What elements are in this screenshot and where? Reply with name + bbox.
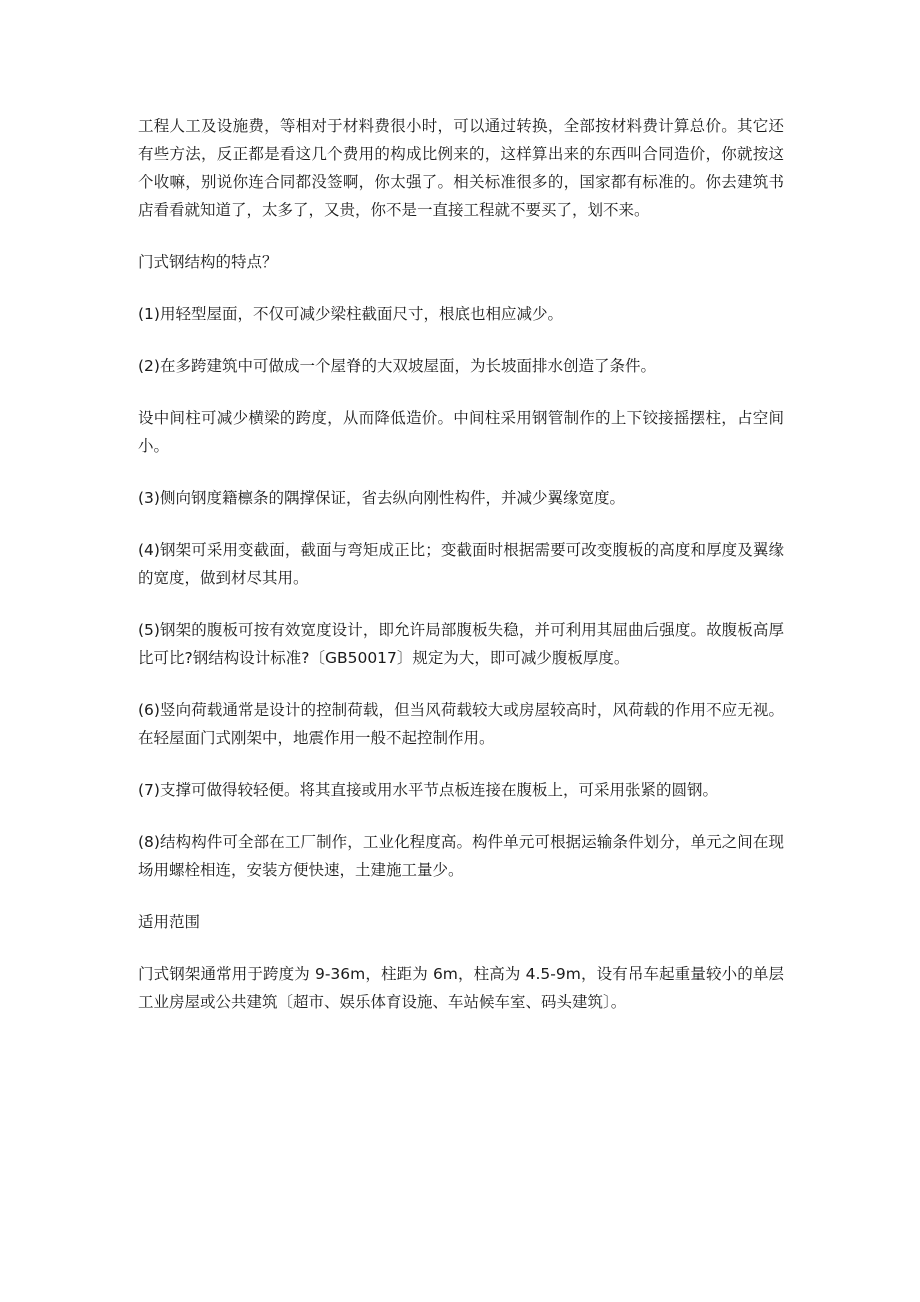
paragraph-point-4: (4)钢架可采用变截面，截面与弯矩成正比；变截面时根据需要可改变腹板的高度和厚度及翼缘的宽度，做到材尽其用。: [138, 541, 784, 587]
paragraph-intro: 工程人工及设施费，等相对于材料费很小时，可以通过转换，全部按材料费计算总价。其它还有些方法，反正都是看这几个费用的构成比例来的，这样算出来的东西叫合同造价，你就按这个收嘛，别说你连合同都没签啊，你太强了。相关标准很多的，国家都有标准的。你去建筑书店看看就知道了，太多了，又贵，你不是一直接工程就不要买了，划不来。: [138, 117, 784, 219]
heading-scope: 适用范围: [138, 913, 201, 931]
paragraph-point-8: (8)结构构件可全部在工厂制作，工业化程度高。构件单元可根据运输条件划分，单元之间在现场用螺栓相连，安装方便快速，土建施工量少。: [138, 833, 784, 879]
paragraph-point-3: (3)侧向钢度籍檩条的隅撑保证，省去纵向刚性构件，并减少翼缘宽度。: [138, 489, 625, 507]
heading-features: 门式钢结构的特点？: [138, 253, 278, 271]
paragraph-middle-column: 设中间柱可减少横梁的跨度，从而降低造价。中间柱采用钢管制作的上下铰接摇摆柱，占空间小。: [138, 409, 784, 455]
paragraph-point-5: (5)钢架的腹板可按有效宽度设计，即允许局部腹板失稳，并可利用其屈曲后强度。故腹板高厚比可比?钢结构设计标准?〔GB50017〕规定为大，即可减少腹板厚度。: [138, 621, 784, 667]
paragraph-point-2: (2)在多跨建筑中可做成一个屋脊的大双坡屋面，为长坡面排水创造了条件。: [138, 357, 656, 375]
paragraph-point-7: (7)支撑可做得较轻便。将其直接或用水平节点板连接在腹板上，可采用张紧的圆钢。: [138, 781, 718, 799]
paragraph-scope: 门式钢架通常用于跨度为 9-36m，柱距为 6m，柱高为 4.5-9m，设有吊车起重量较小的单层工业房屋或公共建筑〔超市、娱乐体育设施、车站候车室、码头建筑〕。: [138, 965, 784, 1011]
paragraph-point-6: (6)竖向荷载通常是设计的控制荷载，但当风荷载较大或房屋较高时，风荷载的作用不应无视。在轻屋面门式刚架中，地震作用一般不起控制作用。: [138, 701, 784, 747]
paragraph-point-1: (1)用轻型屋面，不仅可减少梁柱截面尺寸，根底也相应减少。: [138, 305, 563, 323]
